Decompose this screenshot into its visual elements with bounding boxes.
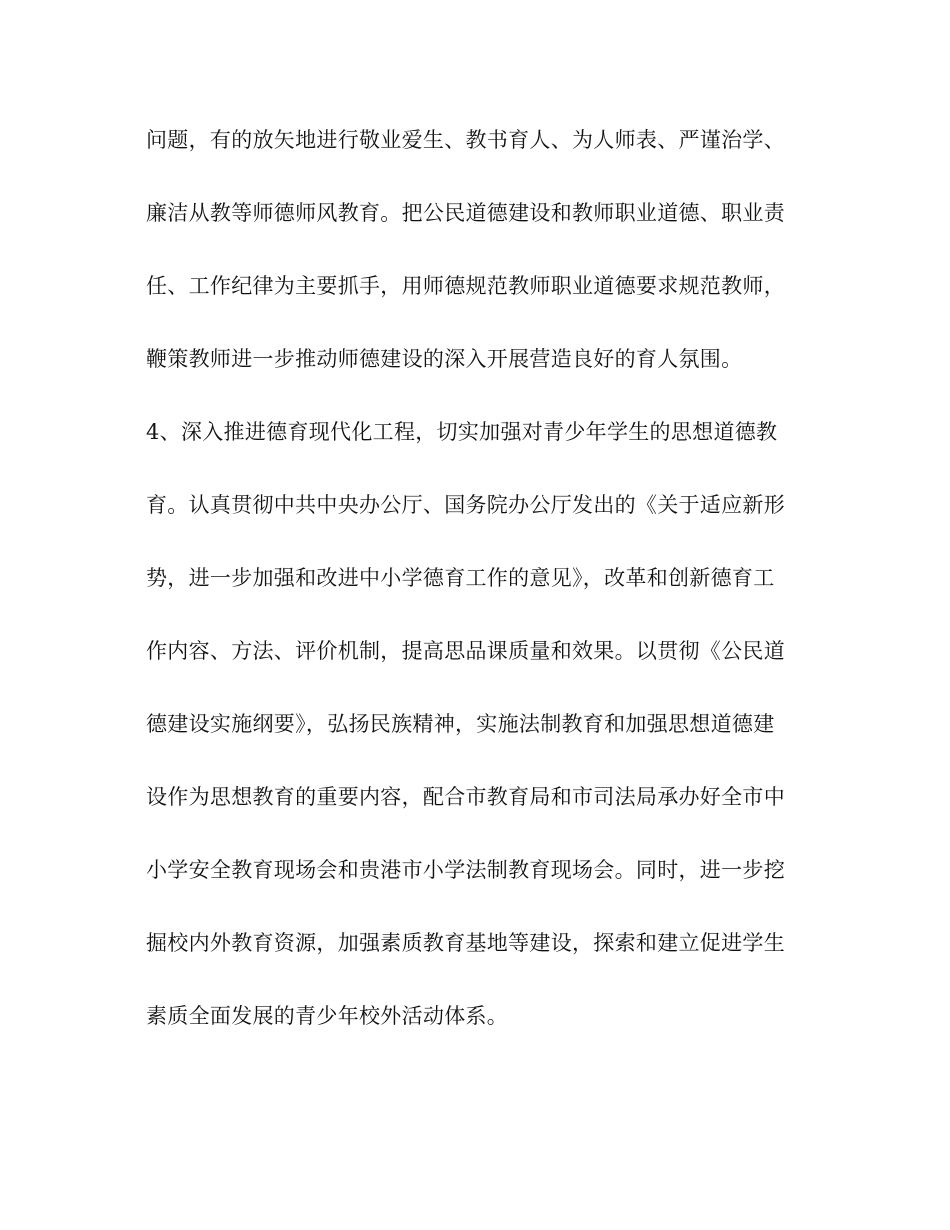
text-line: 小学安全教育现场会和贵港市小学法制教育现场会。同时，进一步挖 [146, 858, 785, 882]
text-line: 鞭策教师进一步推动师德建设的深入开展营造良好的育人氛围。 [146, 347, 743, 371]
text-line: 育。认真贯彻中共中央办公厅、国务院办公厅发出的《关于适应新形 [146, 493, 785, 517]
text-line: 4、深入推进德育现代化工程，切实加强对青少年学生的思想道德教 [146, 420, 778, 444]
text-line: 设作为思想教育的重要内容，配合市教育局和市司法局承办好全市中 [146, 785, 785, 809]
text-line: 作内容、方法、评价机制，提高思品课质量和效果。以贯彻《公民道 [146, 639, 785, 663]
text-line: 势，进一步加强和改进中小学德育工作的意见》，改革和创新德育工 [146, 566, 775, 590]
text-line: 任、工作纪律为主要抓手，用师德规范教师职业道德要求规范教师， [146, 274, 785, 298]
text-line: 素质全面发展的青少年校外活动体系。 [146, 1004, 509, 1028]
text-line: 掘校内外教育资源，加强素质教育基地等建设，探索和建立促进学生 [146, 931, 785, 955]
body-text [146, 118, 806, 1067]
text-line: 问题，有的放矢地进行敬业爱生、教书育人、为人师表、严谨治学、 [146, 128, 785, 152]
text-line: 德建设实施纲要》，弘扬民族精神，实施法制教育和加强思想道德建 [146, 712, 775, 736]
text-line: 廉洁从教等师德师风教育。把公民道德建设和教师职业道德、职业责 [146, 201, 785, 225]
